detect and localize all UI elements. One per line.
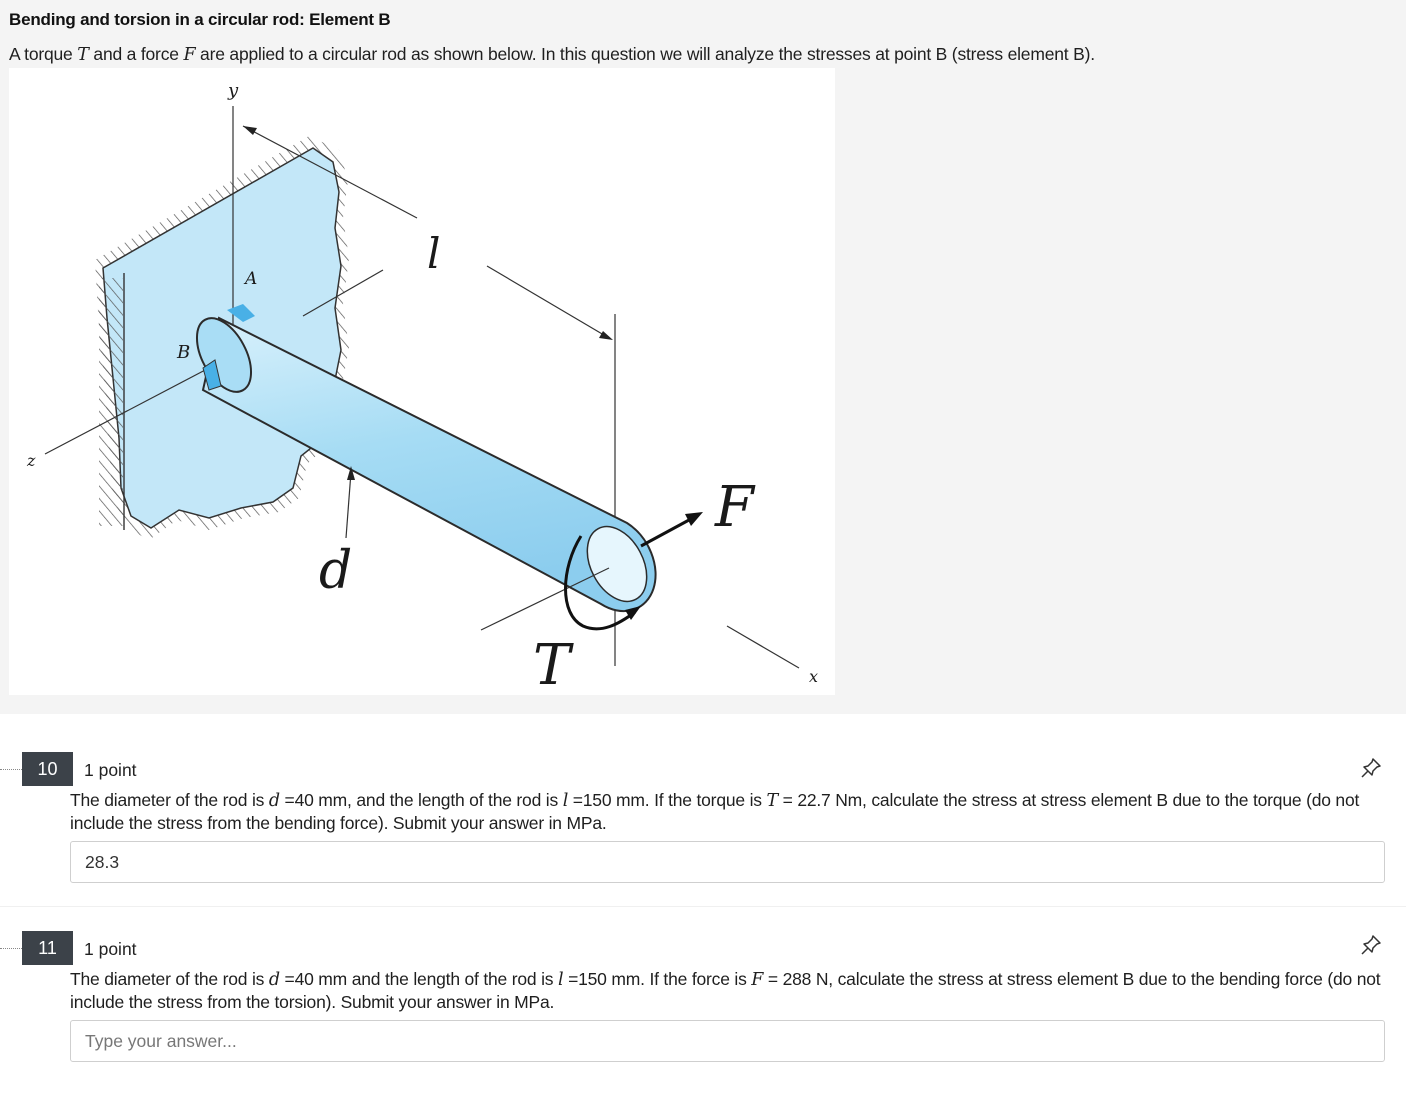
answer-input[interactable] <box>71 842 1382 882</box>
intro-title: Bending and torsion in a circular rod: Element B <box>9 10 391 29</box>
label-B: B <box>177 342 191 363</box>
intro-text-part: and a force <box>88 44 184 64</box>
x-axis-right <box>727 626 799 668</box>
dim-d-line <box>346 472 351 538</box>
dim-l-arrow-right <box>599 331 613 340</box>
intro-text-part: A torque <box>9 44 78 64</box>
label-y: y <box>228 80 239 101</box>
force-F-arrow-line <box>641 520 689 546</box>
question-number: 11 <box>22 931 73 965</box>
label-x: x <box>809 667 819 686</box>
question-text-part: The diameter of the rod is <box>70 969 269 989</box>
math-var-d: d <box>268 970 280 990</box>
question-text-part: =40 mm, and the length of the rod is <box>279 790 563 810</box>
math-var-d: d <box>268 791 280 811</box>
math-var-F: F <box>183 45 196 65</box>
dim-l-arrow-left <box>243 126 257 135</box>
label-A: A <box>245 269 258 289</box>
pin-icon[interactable] <box>1360 934 1382 956</box>
question-points: 1 point <box>84 939 137 959</box>
question-text-part: = 288 N, calculate the stress at stress element B due to the bending force (do not include the stress from the torsion). Submit your answer in MPa. <box>70 969 1381 1012</box>
question-text-part: =40 mm and the length of the rod is <box>279 969 559 989</box>
question-text-part: =150 mm. If the force is <box>563 969 752 989</box>
label-T: T <box>533 633 571 695</box>
intro-text <box>9 44 1095 65</box>
question-text-part: The diameter of the rod is <box>70 790 269 810</box>
math-var-F: F <box>751 970 764 990</box>
question-text <box>70 968 1390 1013</box>
math-var-T: T <box>77 45 89 65</box>
label-z: z <box>27 451 36 470</box>
math-var-T: T <box>766 791 778 811</box>
question-connector <box>0 948 22 949</box>
answer-input[interactable] <box>71 1021 1382 1061</box>
question-text <box>70 789 1390 834</box>
math-var-l: l <box>558 970 564 990</box>
question-points: 1 point <box>84 760 137 780</box>
label-F: F <box>715 475 754 540</box>
question-connector <box>0 769 22 770</box>
label-l: l <box>427 229 441 278</box>
label-d: d <box>319 541 353 601</box>
pin-icon[interactable] <box>1360 757 1382 779</box>
question-text-part: = 22.7 Nm, calculate the stress at stress element B due to the torque (do not include the stress from the bending force). Submit your answer in MPa. <box>70 790 1360 833</box>
rod-diagram-svg <box>9 68 835 695</box>
force-F-arrowhead <box>685 512 703 526</box>
wall-left-edge <box>99 278 123 526</box>
question-divider <box>0 906 1406 907</box>
question-text-part: =150 mm. If the torque is <box>568 790 767 810</box>
answer-field[interactable] <box>70 841 1385 883</box>
rod-diagram <box>9 68 835 695</box>
dim-l-line-right <box>487 266 609 338</box>
math-var-l: l <box>562 791 569 811</box>
question-number: 10 <box>22 752 73 786</box>
intro-text-part: are applied to a circular rod as shown below. In this question we will analyze the stresses at point B (stress element B). <box>195 44 1095 64</box>
answer-field[interactable] <box>70 1020 1385 1062</box>
